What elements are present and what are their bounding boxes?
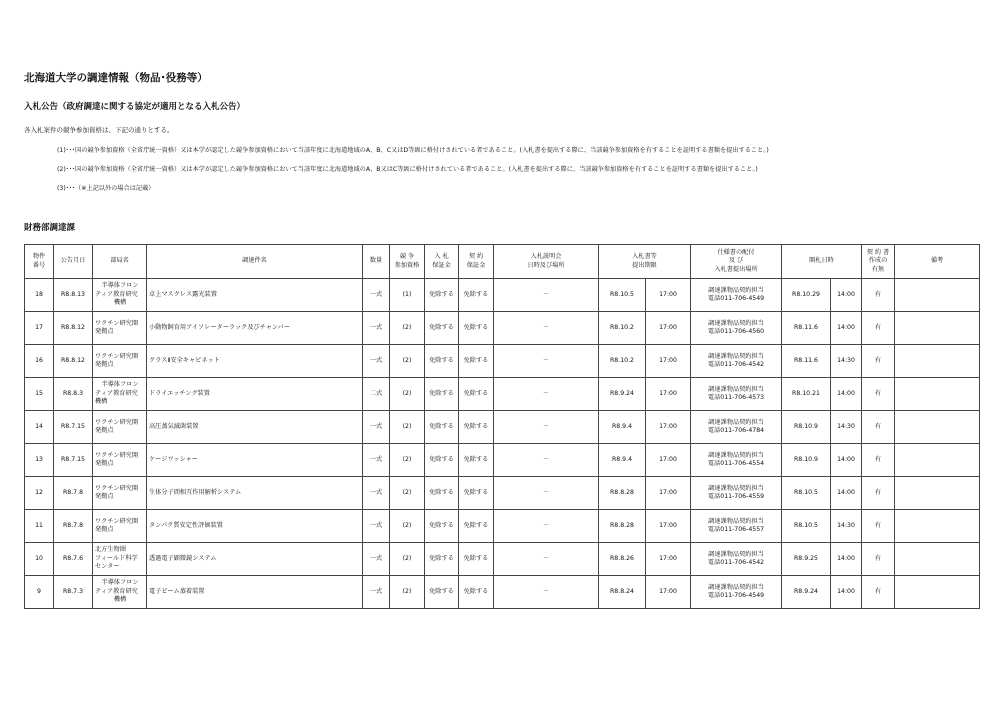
cell-open-time: 14:00 <box>831 312 862 345</box>
cell-spec <box>691 312 782 345</box>
cell-qty: 一式 <box>363 411 390 444</box>
spec-line: 電話011-706-4559 <box>707 493 765 500</box>
spec-line: 調達課物品契約担当 <box>708 550 764 558</box>
cell-open-date: R8.9.24 <box>782 576 831 609</box>
header-date: 公告月日 <box>54 245 93 279</box>
cell-briefing: － <box>494 378 599 411</box>
table-row <box>25 345 980 378</box>
cell-bid-bond: 免除する <box>425 345 459 378</box>
cell-qty: 一式 <box>363 444 390 477</box>
table-row <box>25 576 980 609</box>
cell-no: 16 <box>25 345 54 378</box>
spec-line: 調達課物品契約担当 <box>708 583 764 591</box>
table-row <box>25 312 980 345</box>
cell-deadline-time: 17:00 <box>646 543 691 576</box>
dept-line: 機構 <box>95 398 108 406</box>
header-spec: 仕様書の配付 及 び 入札書提出場所 <box>691 245 782 279</box>
header-no: 物件 番号 <box>25 245 54 279</box>
cell-bid-bond: 免除する <box>425 378 459 411</box>
cell-open-time: 14:00 <box>831 543 862 576</box>
cell-dept <box>93 345 147 378</box>
cell-item: 高圧蒸気滅菌装置 <box>147 411 363 444</box>
spec-line: 電話011-706-4560 <box>707 328 765 335</box>
dept-line: ティア教育研究 <box>95 290 138 298</box>
cell-spec <box>691 378 782 411</box>
cell-qty: 一式 <box>363 510 390 543</box>
cell-deadline-time: 17:00 <box>646 378 691 411</box>
cell-no: 18 <box>25 279 54 312</box>
cell-briefing: － <box>494 411 599 444</box>
cell-contract-bond: 免除する <box>459 345 494 378</box>
cell-bid-bond: 免除する <box>425 576 459 609</box>
cell-contract-bond: 免除する <box>459 411 494 444</box>
cell-contract-doc: 有 <box>862 312 895 345</box>
page-title: 北海道大学の調達情報（物品･役務等） <box>24 72 208 84</box>
criteria-3: (3)･･･（※上記以外の場合は記載） <box>57 185 155 192</box>
dept-line: 北方生物圏 <box>95 546 126 554</box>
cell-contract-bond: 免除する <box>459 378 494 411</box>
cell-contract-doc: 有 <box>862 576 895 609</box>
dept-line: フィールド科学 <box>95 554 138 562</box>
cell-remarks <box>895 312 980 345</box>
dept-line: 発拠点 <box>95 493 114 500</box>
dept-line: 機構 <box>113 596 127 604</box>
cell-deadline-time: 17:00 <box>646 411 691 444</box>
cell-item: タンパク質安定性評価装置 <box>147 510 363 543</box>
header-contract-bond: 契 約 保証金 <box>459 245 494 279</box>
cell-open-time: 14:00 <box>831 279 862 312</box>
dept-line: 発拠点 <box>95 361 114 368</box>
cell-no: 9 <box>25 576 54 609</box>
dept-line: ティア教育研究 <box>95 389 138 397</box>
cell-dept <box>93 411 147 444</box>
table-header-row <box>25 245 980 279</box>
spec-line: 調達課物品契約担当 <box>708 418 764 426</box>
cell-date: R8.8.12 <box>54 312 93 345</box>
spec-line: 電話011-706-4542 <box>707 559 765 566</box>
cell-no: 11 <box>25 510 54 543</box>
cell-remarks <box>895 510 980 543</box>
cell-open-date: R8.10.5 <box>782 477 831 510</box>
spec-line: 電話011-706-4549 <box>707 295 765 302</box>
cell-dept <box>93 312 147 345</box>
cell-date: R8.7.8 <box>54 510 93 543</box>
cell-deadline-time: 17:00 <box>646 312 691 345</box>
cell-contract-doc: 有 <box>862 411 895 444</box>
cell-deadline-date: R8.10.2 <box>599 345 646 378</box>
cell-spec <box>691 477 782 510</box>
spec-line: 調達課物品契約担当 <box>708 517 764 525</box>
dept-line: 半導体フロン <box>101 579 139 587</box>
cell-contract-bond: 免除する <box>459 279 494 312</box>
section-title: 財務部調達課 <box>24 223 76 233</box>
cell-open-time: 14:00 <box>831 576 862 609</box>
cell-item: 電子ビーム蒸着装置 <box>147 576 363 609</box>
cell-deadline-date: R8.9.4 <box>599 411 646 444</box>
cell-date: R8.8.13 <box>54 279 93 312</box>
cell-no: 10 <box>25 543 54 576</box>
criteria-1: (1)･･･国の競争参加資格（全省庁統一資格）又は本学が認定した競争参加資格において当該年度に北海道地域のA、B、C又はD等級に格付けされている者であること。(入札書を提出する際に、当該競争参加資格を有することを証明する書類を提出すること。) <box>57 147 769 154</box>
dept-line: 機構 <box>113 299 127 307</box>
table-row <box>25 543 980 576</box>
spec-line: 電話011-706-4549 <box>707 592 765 599</box>
cell-item: 生体分子間相互作用解析システム <box>147 477 363 510</box>
spec-line: 電話011-706-4573 <box>707 394 765 401</box>
cell-spec <box>691 510 782 543</box>
cell-deadline-date: R8.8.28 <box>599 477 646 510</box>
cell-contract-doc: 有 <box>862 477 895 510</box>
cell-item: ドライエッチング装置 <box>147 378 363 411</box>
cell-dept <box>93 477 147 510</box>
cell-deadline-time: 17:00 <box>646 279 691 312</box>
cell-open-date: R8.10.29 <box>782 279 831 312</box>
cell-dept <box>93 543 147 576</box>
cell-bid-bond: 免除する <box>425 543 459 576</box>
cell-bid-bond: 免除する <box>425 312 459 345</box>
cell-briefing: － <box>494 312 599 345</box>
cell-open-time: 14:00 <box>831 444 862 477</box>
cell-deadline-date: R8.9.24 <box>599 378 646 411</box>
dept-line: ワクチン研究開 <box>95 352 139 360</box>
cell-deadline-date: R8.10.2 <box>599 312 646 345</box>
spec-line: 調達課物品契約担当 <box>708 286 764 294</box>
dept-line: ワクチン研究開 <box>95 451 139 459</box>
cell-qual: (2) <box>390 378 425 411</box>
cell-no: 13 <box>25 444 54 477</box>
spec-line: 調達課物品契約担当 <box>708 484 764 492</box>
cell-date: R8.7.8 <box>54 477 93 510</box>
cell-contract-doc: 有 <box>862 279 895 312</box>
dept-line: ワクチン研究開 <box>95 319 139 327</box>
cell-date: R8.8.3 <box>54 378 93 411</box>
spec-line: 調達課物品契約担当 <box>708 385 764 393</box>
cell-contract-bond: 免除する <box>459 477 494 510</box>
cell-dept <box>93 510 147 543</box>
cell-qty: 二式 <box>363 378 390 411</box>
cell-spec <box>691 279 782 312</box>
dept-line: ワクチン研究開 <box>95 517 139 525</box>
cell-contract-bond: 免除する <box>459 444 494 477</box>
cell-item: 透過電子顕微鏡システム <box>147 543 363 576</box>
cell-open-date: R8.9.25 <box>782 543 831 576</box>
cell-no: 15 <box>25 378 54 411</box>
cell-contract-bond: 免除する <box>459 510 494 543</box>
header-opening: 開札日時 <box>782 245 862 279</box>
cell-deadline-time: 17:00 <box>646 444 691 477</box>
dept-line: 発拠点 <box>95 526 114 533</box>
cell-open-date: R8.10.5 <box>782 510 831 543</box>
cell-deadline-time: 17:00 <box>646 345 691 378</box>
cell-open-date: R8.10.9 <box>782 411 831 444</box>
table-row <box>25 378 980 411</box>
cell-qual: (2) <box>390 312 425 345</box>
cell-bid-bond: 免除する <box>425 411 459 444</box>
cell-no: 14 <box>25 411 54 444</box>
cell-spec <box>691 411 782 444</box>
dept-line: ワクチン研究開 <box>95 484 139 492</box>
cell-open-time: 14:30 <box>831 345 862 378</box>
cell-qual: (2) <box>390 510 425 543</box>
cell-deadline-time: 17:00 <box>646 510 691 543</box>
cell-qual: (2) <box>390 444 425 477</box>
header-dept: 部局名 <box>93 245 147 279</box>
cell-contract-bond: 免除する <box>459 543 494 576</box>
header-deadline: 入札書等 提出期限 <box>599 245 691 279</box>
cell-deadline-date: R8.8.28 <box>599 510 646 543</box>
cell-open-date: R8.11.6 <box>782 312 831 345</box>
cell-open-time: 14:30 <box>831 510 862 543</box>
cell-date: R8.7.6 <box>54 543 93 576</box>
criteria-2: (2)･･･国の競争参加資格（全省庁統一資格）又は本学が認定した競争参加資格において当該年度に北海道地域のA、B又はC等級に格付けされている者であること。(入札書を提出する際に、当該競争参加資格を有することを証明する書類を提出すること。) <box>57 166 758 173</box>
header-remarks: 備考 <box>895 245 980 279</box>
cell-contract-bond: 免除する <box>459 576 494 609</box>
cell-qty: 一式 <box>363 279 390 312</box>
cell-qty: 一式 <box>363 543 390 576</box>
cell-contract-doc: 有 <box>862 543 895 576</box>
header-briefing: 入札説明会 日時及び場所 <box>494 245 599 279</box>
cell-deadline-date: R8.10.5 <box>599 279 646 312</box>
cell-briefing: － <box>494 477 599 510</box>
cell-remarks <box>895 345 980 378</box>
dept-line: 半導体フロン <box>101 282 139 290</box>
dept-line: 発拠点 <box>95 460 114 467</box>
cell-contract-doc: 有 <box>862 345 895 378</box>
header-qual: 競 争 参加資格 <box>390 245 425 279</box>
spec-line: 調達課物品契約担当 <box>708 352 764 360</box>
spec-line: 電話011-706-4784 <box>707 427 765 434</box>
cell-remarks <box>895 576 980 609</box>
cell-remarks <box>895 477 980 510</box>
cell-briefing: － <box>494 345 599 378</box>
cell-bid-bond: 免除する <box>425 477 459 510</box>
cell-date: R8.7.15 <box>54 411 93 444</box>
cell-remarks <box>895 543 980 576</box>
table-row <box>25 279 980 312</box>
header-bid-bond: 入 札 保証金 <box>425 245 459 279</box>
cell-open-time: 14:00 <box>831 477 862 510</box>
cell-dept <box>93 378 147 411</box>
procurement-table <box>24 244 980 609</box>
cell-qty: 一式 <box>363 345 390 378</box>
cell-bid-bond: 免除する <box>425 510 459 543</box>
cell-open-time: 14:30 <box>831 411 862 444</box>
cell-qty: 一式 <box>363 477 390 510</box>
cell-qual: (2) <box>390 477 425 510</box>
cell-open-date: R8.10.9 <box>782 444 831 477</box>
cell-item: クラスⅡ安全キャビネット <box>147 345 363 378</box>
cell-bid-bond: 免除する <box>425 279 459 312</box>
spec-line: 電話011-706-4542 <box>707 361 765 368</box>
cell-contract-doc: 有 <box>862 444 895 477</box>
cell-dept <box>93 444 147 477</box>
cell-contract-doc: 有 <box>862 378 895 411</box>
dept-line: センター <box>95 563 120 571</box>
spec-line: 調達課物品契約担当 <box>708 319 764 327</box>
header-contract-doc: 契 約 書 作成の 有無 <box>862 245 895 279</box>
cell-deadline-date: R8.9.4 <box>599 444 646 477</box>
cell-remarks <box>895 411 980 444</box>
cell-spec <box>691 543 782 576</box>
spec-line: 調達課物品契約担当 <box>708 451 764 459</box>
cell-qual: (2) <box>390 345 425 378</box>
cell-deadline-time: 17:00 <box>646 477 691 510</box>
cell-qual: (1) <box>390 279 425 312</box>
cell-open-date: R8.10.21 <box>782 378 831 411</box>
cell-spec <box>691 576 782 609</box>
cell-item: 卓上マスクレス露光装置 <box>147 279 363 312</box>
cell-deadline-time: 17:00 <box>646 576 691 609</box>
cell-no: 17 <box>25 312 54 345</box>
cell-deadline-date: R8.8.24 <box>599 576 646 609</box>
cell-date: R8.7.15 <box>54 444 93 477</box>
page-subtitle: 入札公告（政府調達に関する協定が適用となる入札公告） <box>24 102 246 112</box>
cell-remarks <box>895 378 980 411</box>
dept-line: ワクチン研究開 <box>95 418 139 426</box>
cell-no: 12 <box>25 477 54 510</box>
cell-briefing: － <box>494 279 599 312</box>
cell-spec <box>691 444 782 477</box>
cell-qual: (2) <box>390 576 425 609</box>
cell-date: R8.7.3 <box>54 576 93 609</box>
table-row <box>25 444 980 477</box>
dept-line: 半導体フロン <box>101 381 139 389</box>
spec-line: 電話011-706-4557 <box>707 526 765 533</box>
cell-briefing: － <box>494 444 599 477</box>
table-row <box>25 411 980 444</box>
cell-qty: 一式 <box>363 312 390 345</box>
table-body <box>25 279 980 609</box>
cell-deadline-date: R8.8.26 <box>599 543 646 576</box>
intro-text: 各入札案件の競争参加資格は、下記の通りとする。 <box>24 126 174 134</box>
spec-line: 電話011-706-4554 <box>707 460 765 467</box>
cell-remarks <box>895 279 980 312</box>
cell-briefing: － <box>494 576 599 609</box>
cell-qual: (2) <box>390 543 425 576</box>
table-row <box>25 477 980 510</box>
cell-qual: (2) <box>390 411 425 444</box>
cell-open-time: 14:00 <box>831 378 862 411</box>
cell-open-date: R8.11.6 <box>782 345 831 378</box>
cell-dept <box>93 279 147 312</box>
cell-remarks <box>895 444 980 477</box>
cell-dept <box>93 576 147 609</box>
header-item: 調達件名 <box>147 245 363 279</box>
header-qty: 数量 <box>363 245 390 279</box>
cell-contract-bond: 免除する <box>459 312 494 345</box>
dept-line: 発拠点 <box>95 328 114 335</box>
cell-spec <box>691 345 782 378</box>
dept-line: ティア教育研究 <box>95 587 138 595</box>
cell-item: ケージワッシャー <box>147 444 363 477</box>
dept-line: 発拠点 <box>95 427 114 434</box>
cell-bid-bond: 免除する <box>425 444 459 477</box>
cell-qty: 一式 <box>363 576 390 609</box>
cell-date: R8.8.12 <box>54 345 93 378</box>
cell-briefing: － <box>494 543 599 576</box>
cell-contract-doc: 有 <box>862 510 895 543</box>
table-row <box>25 510 980 543</box>
cell-item: 小動物飼育用アイソレーターラック及びチャンバー <box>147 312 363 345</box>
cell-briefing: － <box>494 510 599 543</box>
